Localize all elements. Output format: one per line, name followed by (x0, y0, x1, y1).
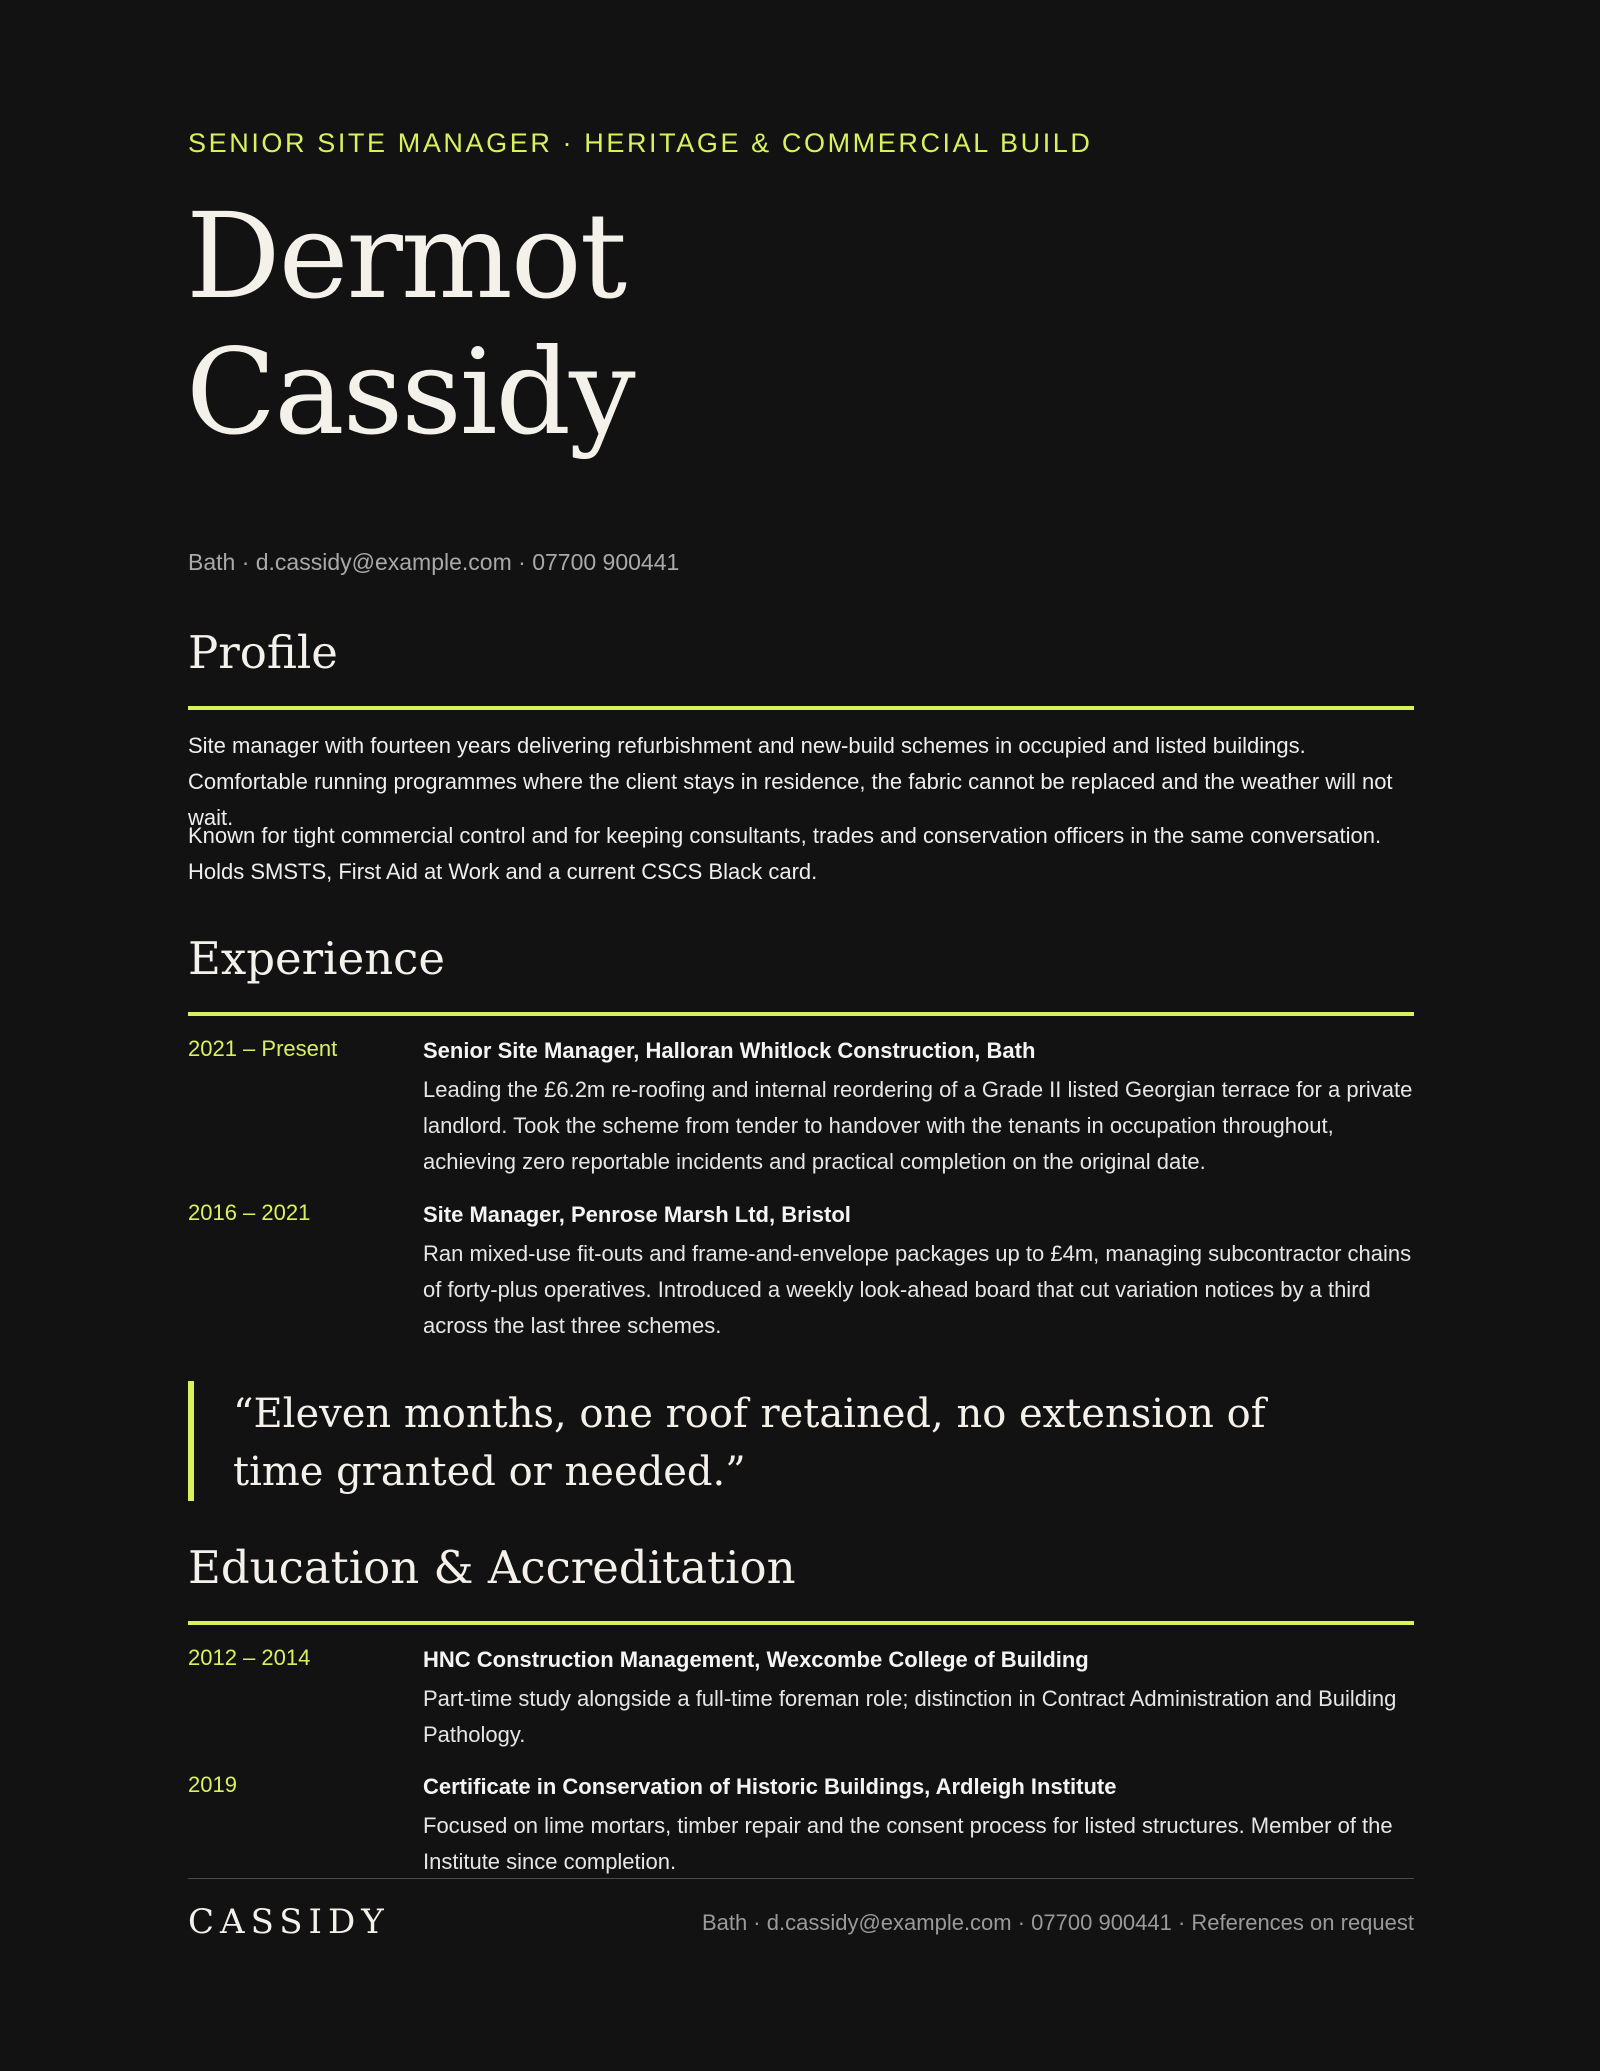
footer-divider (188, 1878, 1414, 1879)
experience-role: Site Manager, Penrose Marsh Ltd, Bristol (423, 1202, 851, 1227)
quote-text: “Eleven months, one roof retained, no extension of time granted or needed.” (233, 1391, 1266, 1495)
education-qualification: HNC Construction Management, Wexcombe College of Building (423, 1647, 1089, 1672)
footer-logo: CASSIDY (188, 1902, 390, 1942)
experience-dates: 2016 – 2021 (188, 1200, 311, 1225)
education-qualification: Certificate in Conservation of Historic Buildings, Ardleigh Institute (423, 1774, 1117, 1799)
footer-contact: Bath · d.cassidy@example.com · 07700 900441 · References on request (701, 1910, 1414, 1935)
job-title-kicker: SENIOR SITE MANAGER · HERITAGE & COMMERCIAL BUILD (188, 128, 1093, 158)
experience-role: Senior Site Manager, Halloran Whitlock Construction, Bath (423, 1038, 1036, 1063)
experience-description: Ran mixed-use fit-outs and frame-and-envelope packages up to £4m, managing subcontractor chains of forty-plus operatives. Introduced a weekly look-ahead board that cut variation notices by a third across the last three schemes. (423, 1241, 1412, 1338)
experience-dates: 2021 – Present (188, 1036, 338, 1061)
first-name: Dermot (186, 187, 626, 325)
education-description: Part-time study alongside a full-time foreman role; distinction in Contract Administration and Building Pathology. (423, 1686, 1397, 1747)
profile-heading: Profile (188, 626, 338, 679)
profile-rule (188, 706, 1414, 710)
experience-heading: Experience (188, 932, 446, 985)
experience-rule (188, 1012, 1414, 1016)
experience-description: Leading the £6.2m re-roofing and internal reordering of a Grade II listed Georgian terrace for a private landlord. Took the scheme from tender to handover with the tenants in occupation throughout, achieving zero reportable incidents and practical completion on the original date. (423, 1077, 1413, 1174)
quote-accent-bar (188, 1381, 194, 1501)
profile-paragraph-2: Known for tight commercial control and for keeping consultants, trades and conservation officers in the same conversation. Holds SMSTS, First Aid at Work and a current CSCS Black card. (188, 823, 1382, 884)
education-heading: Education & Accreditation (188, 1541, 796, 1594)
contact-line: Bath · d.cassidy@example.com · 07700 900441 (188, 549, 680, 575)
education-rule (188, 1621, 1414, 1625)
pull-quote (188, 1381, 1414, 1501)
profile-paragraph-1: Site manager with fourteen years delivering refurbishment and new-build schemes in occupied and listed buildings. Comfortable running programmes where the client stays in residence, the fabric cannot be replaced and the weather will not wait. (188, 733, 1393, 830)
education-dates: 2019 (188, 1772, 237, 1797)
resume-page (188, 0, 1414, 2071)
candidate-name (186, 188, 634, 460)
education-dates: 2012 – 2014 (188, 1645, 311, 1670)
last-name: Cassidy (186, 323, 634, 461)
education-description: Focused on lime mortars, timber repair and the consent process for listed structures. Member of the Institute since completion. (423, 1813, 1393, 1874)
